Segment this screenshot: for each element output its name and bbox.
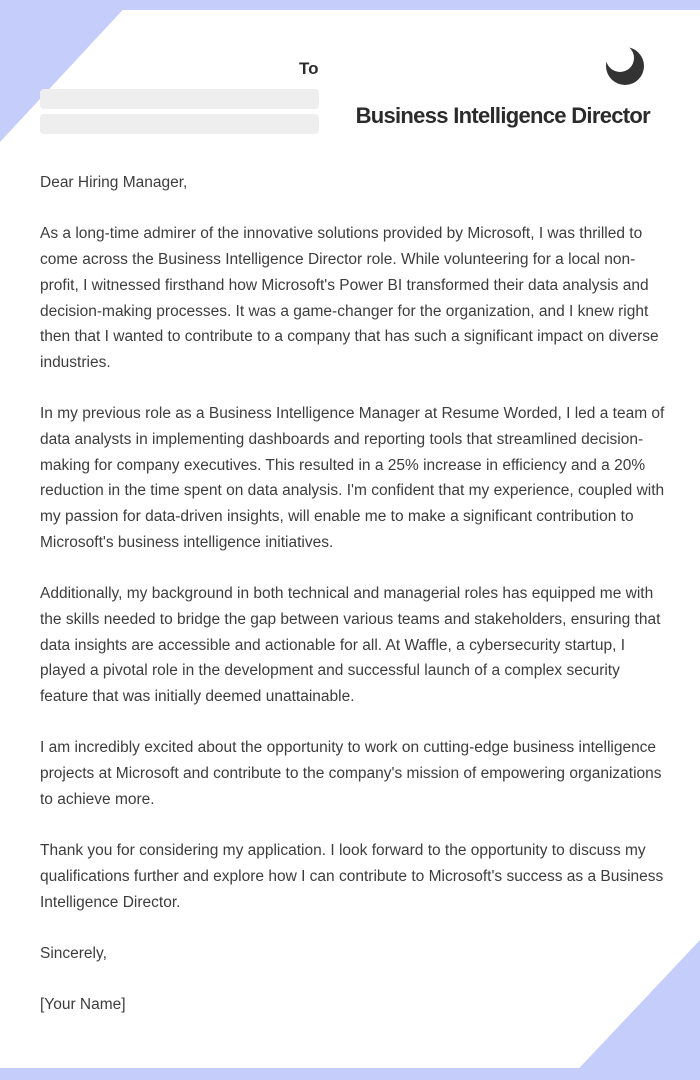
crescent-moon-icon bbox=[604, 45, 646, 87]
letter-body bbox=[40, 170, 665, 1044]
letter-paragraph: In my previous role as a Business Intelligence Manager at Resume Worded, I led a team of data analysts in implementing dashboards and reporting tools that streamlined decision-making for company executives. This resulted in a 25% increase in efficiency and a 20% reduction in the time spent on data analysis. I'm confident that my experience, coupled with my passion for data-driven insights, will enable me to make a significant contribution to Microsoft's business intelligence initiatives. bbox=[40, 405, 665, 551]
letter-paragraph: Additionally, my background in both technical and managerial roles has equipped me with the skills needed to bridge the gap between various teams and stakeholders, ensuring that data insights are accessible and actionable for all. At Waffle, a cybersecurity startup, I played a pivotal role in the development and successful launch of a complex security feature that was initially deemed unattainable. bbox=[40, 585, 661, 706]
letter-paragraph: As a long-time admirer of the innovative solutions provided by Microsoft, I was thrilled to come across the Business Intelligence Director role. While volunteering for a local non-profit, I witnessed firsthand how Microsoft's Power BI transformed their data analysis and decision-making processes. It was a game-changer for the organization, and I knew right then that I wanted to contribute to a company that has such a significant impact on diverse industries. bbox=[40, 225, 659, 371]
letter-paragraph: Thank you for considering my application. I look forward to the opportunity to discuss my qualifications further and explore how I can contribute to Microsoft's success as a Business Intelligence Director. bbox=[40, 842, 664, 911]
letter-paragraph: I am incredibly excited about the opportunity to work on cutting-edge business intelligence projects at Microsoft and contribute to the company's mission of empowering organizations to achieve more. bbox=[40, 739, 662, 808]
closing: Sincerely, bbox=[40, 945, 107, 962]
recipient-label: To bbox=[299, 59, 319, 78]
salutation: Dear Hiring Manager, bbox=[40, 174, 188, 191]
job-title: Business Intelligence Director bbox=[355, 103, 650, 128]
signature: [Your Name] bbox=[40, 996, 126, 1014]
recipient-placeholder-line bbox=[40, 114, 319, 134]
recipient-placeholder-line bbox=[40, 89, 319, 109]
